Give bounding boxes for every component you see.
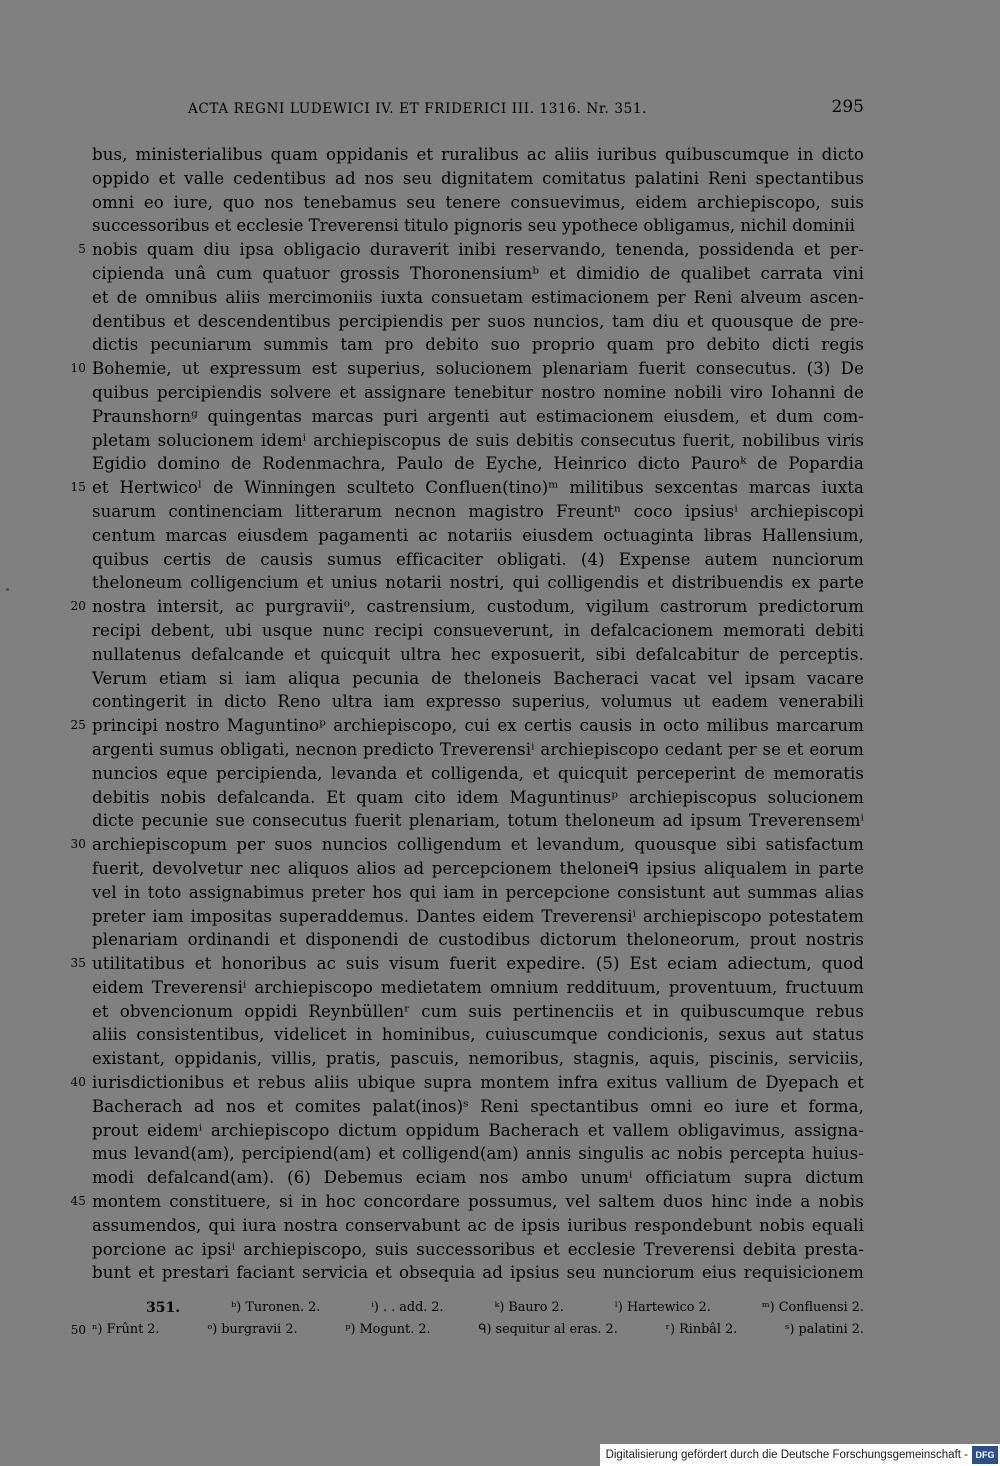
text-line [92, 762, 864, 786]
line-text: nobis quam diu ipsa obligacio duraverit inibi reservando, tenenda, possidenda et per- [92, 240, 864, 260]
text-line [92, 1238, 864, 1262]
text-line [92, 333, 864, 357]
body-text [70, 143, 864, 1285]
line-text: mus levand(am), percipiend(am) et colligend(am) annis singulis ac nobis percepta huius- [92, 1144, 864, 1164]
line-text: porcione ac ipsiⁱ archiepiscopo, suis successoribus et ecclesie Treverensi debita presta- [92, 1239, 864, 1259]
line-text: nuncios eque percipienda, levanda et colligenda, et quicquit perceperint de memoratis [92, 763, 864, 783]
line-text: principi nostro Maguntinoᵖ archiepiscopo, cui ex certis causis in octo milibus marcarum [92, 716, 864, 736]
line-number: 15 [70, 480, 86, 495]
line-number: 25 [70, 718, 86, 733]
text-line [92, 524, 864, 548]
line-text: archiepiscopum per suos nuncios colligendum et levandum, quousque sibi satisfactum [92, 835, 864, 855]
line-text: aliis consistentibus, videlicet in hominibus, cuiuscumque condicionis, sexus aut status [92, 1025, 864, 1045]
line-text: modi defalcand(am). (6) Debemus eciam nos ambo unumⁱ officiatum supra dictum [92, 1168, 864, 1188]
text-line [70, 595, 864, 619]
line-text: nullatenus defalcande et quicquit ultra hec exposuerit, sibi defalcabitur de perceptis. [92, 644, 864, 664]
text-line [70, 476, 864, 500]
text-line [92, 1023, 864, 1047]
text-line [92, 310, 864, 334]
text-line [92, 286, 864, 310]
line-text: debitis nobis defalcanda. Et quam cito idem Maguntinusᵖ archiepiscopus solucionem [92, 787, 864, 807]
line-text: quibus certis de causis sumus efficaciter obligati. (4) Expense autem nunciorum [92, 549, 864, 569]
text-line [92, 381, 864, 405]
text-line [92, 167, 864, 191]
footnote-b: ᵇ) Turonen. 2. [231, 1300, 321, 1315]
margin-mark [6, 588, 9, 591]
text-line [70, 833, 864, 857]
line-text: recipi debent, ubi usque nunc recipi consueverunt, in defalcacionem memorati debiti [92, 620, 864, 640]
text-line [92, 667, 864, 691]
line-text: et Hertwicoˡ de Winningen sculteto Confluen(tino)ᵐ militibus sexcentas marcas iuxta [92, 478, 864, 498]
line-number: 40 [70, 1075, 86, 1090]
text-line [92, 881, 864, 905]
line-text: argenti sumus obligati, necnon predicto Treverensiⁱ archiepiscopo cedant per se et eorum [92, 739, 864, 759]
line-text: dicte pecunie sue consecutus fuerit plenariam, totum theloneum ad ipsum Treverensemⁱ [92, 811, 864, 831]
line-text: existant, oppidanis, villis, pratis, pascuis, nemoribus, stagnis, aquis, piscinis, serviciis, [92, 1049, 864, 1069]
footnote-line [70, 1319, 864, 1341]
credit-text: Digitalisierung gefördert durch die Deutsche Forschungsgemeinschaft - [605, 1449, 968, 1461]
line-text: dictis pecuniarum summis tam pro debito suo proprio quam pro debito dicti regis [92, 335, 864, 355]
text-line [92, 809, 864, 833]
line-text: et obvencionum oppidi Reynbüllenʳ cum suis pertinenciis et in quibuscumque rebus [92, 1001, 864, 1021]
text-line [78, 238, 864, 262]
footnote-m: ᵐ) Confluensi 2. [761, 1300, 864, 1315]
line-text: Egidio domino de Rodenmachra, Paulo de Eyche, Heinrico dicto Pauroᵏ de Popardia [92, 454, 864, 474]
text-line [92, 214, 864, 238]
text-line [92, 1119, 864, 1143]
line-text: assumendos, qui iura nostra conservabunt ac de ipsis iuribus respondebunt nobis equali [92, 1215, 864, 1235]
line-text: omni eo iure, quo nos tenebamus seu tenere consuevimus, eidem archiepiscopo, suis [92, 192, 864, 212]
footnote-s: ˢ) palatini 2. [785, 1322, 864, 1337]
line-text: Verum etiam si iam aliqua pecunia de theloneis Bacheraci vacat vel ipsam vacare [92, 668, 864, 688]
line-text: et de omnibus aliis mercimoniis iuxta consuetam estimacionem per Reni alveum ascen- [92, 287, 864, 307]
text-line [92, 571, 864, 595]
text-line [92, 643, 864, 667]
text-line [70, 1071, 864, 1095]
line-text: pletam solucionem idemⁱ archiepiscopus de suis debitis consecutus fuerit, nobilibus viris [92, 430, 864, 450]
line-text: fuerit, devolvetur nec aliquos alios ad percepcionem theloneiᑫ ipsius aliqualem in parte [92, 858, 864, 878]
line-number: 20 [70, 599, 86, 614]
line-number: 35 [70, 956, 86, 971]
line-number: 5 [78, 242, 86, 257]
line-text: quibus percipiendis solvere et assignare tenebitur nostro nomine nobili viro Iohanni de [92, 382, 864, 402]
text-line [92, 405, 864, 429]
text-line [70, 952, 864, 976]
footnote-l: ˡ) Hartewico 2. [614, 1300, 711, 1315]
page-header [92, 95, 864, 125]
text-line [92, 976, 864, 1000]
text-line [92, 1166, 864, 1190]
line-number: 30 [70, 837, 86, 852]
footnote-q: ᑫ) sequitur al eras. 2. [478, 1322, 618, 1337]
footnote-o: ᵒ) burgravii 2. [207, 1322, 298, 1337]
line-text: prout eidemⁱ archiepiscopo dictum oppidum Bacherach et vallem obligavimus, assigna- [92, 1120, 864, 1140]
line-text: Bacherach ad nos et comites palat(inos)ˢ Reni spectantibus omni eo iure et forma, [92, 1096, 864, 1116]
line-text: cipienda unâ cum quatuor grossis Thoronensiumᵇ et dimidio de qualibet carrata vini [92, 263, 864, 283]
text-line [92, 1095, 864, 1119]
text-line [92, 690, 864, 714]
text-line [92, 857, 864, 881]
document-number: 351. [146, 1300, 181, 1316]
line-text: eidem Treverensiⁱ archiepiscopo medietatem omnium reddituum, proventuum, fructuum [92, 977, 864, 997]
text-line [92, 500, 864, 524]
line-text: vel in toto assignabimus preter hos qui iam in percepcione consistunt aut summas alias [92, 882, 864, 902]
line-text: bunt et prestari faciant servicia et obsequia ad ipsius seu nunciorum eius requisicionem [92, 1263, 864, 1283]
line-text: nostra intersit, ac purgraviiᵒ, castrensium, custodum, vigilum castrorum predictorum [92, 597, 864, 617]
footnote-n: ⁿ) Frûnt 2. [92, 1322, 160, 1337]
dfg-logo: DFG [972, 1446, 998, 1464]
line-text: preter iam impositas superaddemus. Dantes eidem Treverensiⁱ archiepiscopo potestatem [92, 906, 864, 926]
text-line [70, 357, 864, 381]
line-text: bus, ministerialibus quam oppidanis et ruralibus ac aliis iuribus quibuscumque in dicto [92, 145, 864, 164]
line-text: montem constituere, si in hoc concordare possumus, vel saltem duos hinc inde a nobis [92, 1192, 864, 1212]
text-line [70, 1190, 864, 1214]
text-line [92, 452, 864, 476]
text-line [92, 143, 864, 167]
footnote-i: ⁱ) . . add. 2. [371, 1300, 444, 1315]
text-line [92, 191, 864, 215]
text-line [92, 928, 864, 952]
line-text: suarum continenciam litterarum necnon magistro Freuntⁿ coco ipsiusⁱ archiepiscopi [92, 501, 864, 521]
line-text: plenariam ordinandi et disponendi de custodibus dictorum theloneorum, prout nostris [92, 930, 864, 950]
footnote-r: ʳ) Rinbâl 2. [665, 1322, 738, 1337]
text-line [92, 619, 864, 643]
text-line [92, 1047, 864, 1071]
text-line [92, 1214, 864, 1238]
text-line [92, 786, 864, 810]
text-line [92, 1142, 864, 1166]
line-text: iurisdictionibus et rebus aliis ubique supra montem infra exitus vallium de Dyepach et [92, 1073, 864, 1093]
line-text: utilitatibus et honoribus ac suis visum fuerit expedire. (5) Est eciam adiectum, quod [92, 954, 864, 974]
footnote-line [92, 1297, 864, 1319]
text-line [70, 714, 864, 738]
line-text: centum marcas eiusdem pagamenti ac notariis eiusdem octuaginta libras Hallensium, [92, 525, 864, 545]
running-head: ACTA REGNI LUDEWICI IV. ET FRIDERICI III. 1316. Nr. 351. [188, 101, 647, 117]
line-text: dentibus et descendentibus percipiendis per suos nuncios, tam diu et quousque de pre- [92, 311, 864, 331]
dfg-credit-bar [600, 1444, 1000, 1466]
line-number: 50 [70, 1323, 86, 1337]
line-text: theloneum colligencium et unius notarii nostri, qui colligendis et distribuendis ex parte [92, 573, 864, 593]
line-text: contingerit in dicto Reno ultra iam expresso superius, volumus ut eadem venerabili [92, 692, 864, 712]
text-line [92, 1000, 864, 1024]
line-text: oppido et valle cedentibus ad nos seu dignitatem comitatus palatini Reni spectantibus [92, 168, 864, 188]
page-number: 295 [831, 97, 864, 117]
footnote-k: ᵏ) Bauro 2. [494, 1300, 564, 1315]
line-number: 45 [70, 1194, 86, 1209]
text-line [92, 548, 864, 572]
text-line [92, 262, 864, 286]
line-text: successoribus et ecclesie Treverensi titulo pignoris seu ypothece obligamus, nichil dominii [92, 216, 855, 236]
text-line [92, 905, 864, 929]
text-line [92, 738, 864, 762]
text-line [92, 429, 864, 453]
text-line [92, 1261, 864, 1285]
line-text: Praunshornᵍ quingentas marcas puri argenti aut estimacionem eiusdem, et dum com- [92, 406, 864, 426]
line-text: Bohemie, ut expressum est superius, solucionem plenariam fuerit consecutus. (3) De [92, 359, 864, 379]
line-number: 10 [70, 361, 86, 376]
footnote-p: ᵖ) Mogunt. 2. [345, 1322, 431, 1337]
footnotes [70, 1297, 864, 1341]
